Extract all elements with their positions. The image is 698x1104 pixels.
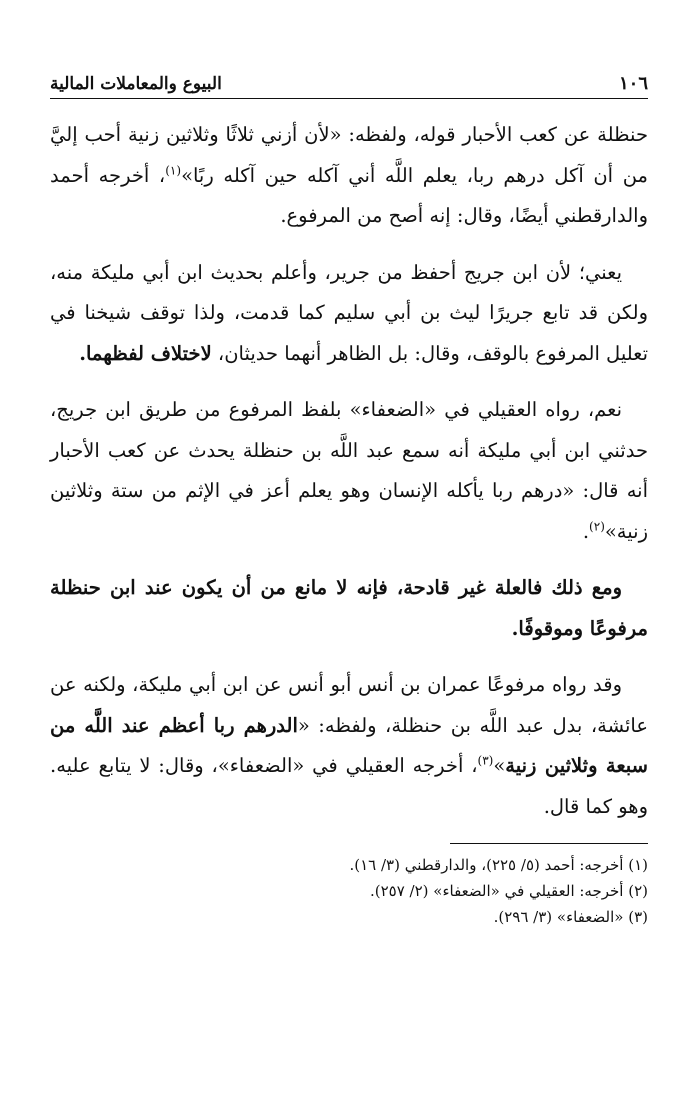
footnote-rule [450, 843, 648, 844]
paragraph-1-text: حنظلة عن كعب الأحبار قوله، ولفظه: «لأن أزني ثلاثًا وثلاثين زنية أحب إليَّ من أن آكل درهم ربا، يعلم اللَّه أني آكله حين آكله ربًا» [50, 123, 648, 187]
paragraph-4-bold: ومع ذلك فالعلة غير قادحة، فإنه لا مانع من أن يكون عند ابن حنظلة مرفوعًا وموقوفًا. [50, 576, 648, 640]
paragraph-5-quote-close: » [493, 754, 506, 777]
running-title: البيوع والمعاملات المالية [50, 74, 222, 94]
page-number: ١٠٦ [618, 73, 648, 94]
footnote-1: (١) أخرجه: أحمد (٥/ ٢٢٥)، والدارقطني (٣/ ١٦). [349, 856, 648, 874]
footnote-3: (٣) «الضعفاء» (٣/ ٢٩٦). [493, 908, 648, 926]
footnotes [50, 852, 648, 930]
paragraph-5-text: وقد رواه مرفوعًا عمران بن أنس أبو أنس عن ابن أبي مليكة، ولكنه عن عائشة، بدل عبد اللَّه بن حنظلة، ولفظه: « [50, 673, 648, 737]
paragraph-3-text-end: . [582, 519, 590, 543]
page [50, 60, 648, 930]
paragraph-5-bold: الدرهم ربا أعظم عند اللَّه من سبعة وثلاثين زنية [50, 713, 649, 777]
paragraph-2-text: يعني؛ لأن ابن جريج أحفظ من جرير، وأعلم بحديث ابن أبي مليكة منه، ولكن قد تابع جريرًا ليث بن أبي سليم كما قدمت، ولذا توقف شيخنا في تعليل المرفوع بالوقف، وقال: بل الظاهر أنهما حديثان، [50, 260, 648, 365]
footnote-2: (٢) أخرجه: العقيلي في «الضعفاء» (٢/ ٢٥٧). [369, 882, 648, 900]
paragraph-2 [50, 253, 648, 375]
paragraph-2-bold: لاختلاف لفظهما. [79, 341, 212, 365]
body-text [50, 115, 648, 827]
header-rule [50, 98, 648, 99]
paragraph-4 [50, 568, 648, 649]
footnote-ref-1[interactable]: (١) [165, 163, 182, 177]
footnote-ref-2[interactable]: (٢) [589, 519, 605, 533]
paragraph-5 [50, 665, 648, 827]
page-header [50, 60, 648, 94]
paragraph-3 [50, 390, 648, 552]
paragraph-3-text: نعم، رواه العقيلي في «الضعفاء» بلفظ المرفوع من طريق ابن جريج، حدثني ابن أبي مليكة أنه سمع عبد اللَّه بن حنظلة يحدث عن كعب الأحبار أنه قال: «درهم ربا يأكله الإنسان وهو يعلم أعز في الإثم من ستة وثلاثين زنية» [50, 398, 648, 543]
paragraph-1 [50, 115, 648, 237]
paragraph-1-text-end: ، أخرجه أحمد والدارقطني أيضًا، وقال: إنه أصح من المرفوع. [50, 163, 648, 227]
paragraph-5-text-end: ، أخرجه العقيلي في «الضعفاء»، وقال: لا يتابع عليه. وهو كما قال. [50, 754, 648, 818]
footnote-ref-3[interactable]: (٣) [477, 753, 494, 768]
